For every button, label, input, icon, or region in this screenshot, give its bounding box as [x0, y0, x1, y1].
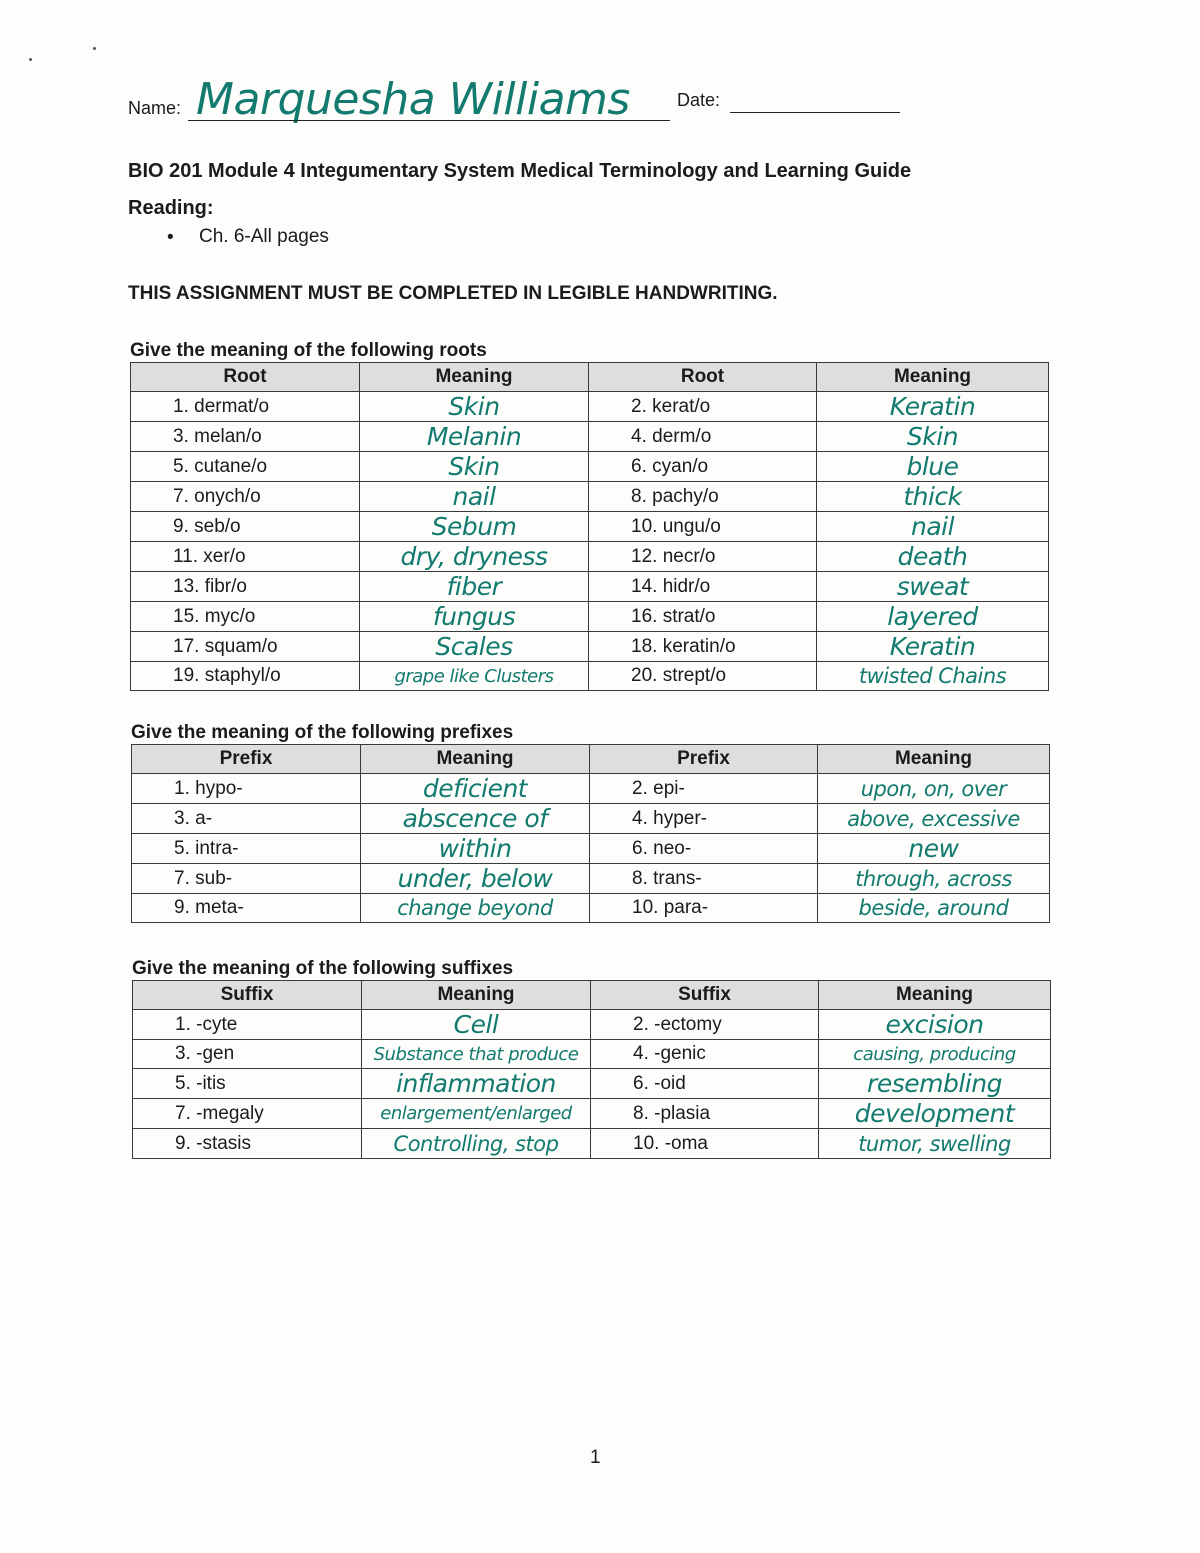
roots-term: 10. ungu/o	[589, 512, 817, 542]
prefixes-row	[132, 834, 1050, 864]
prefixes-meaning-answer: within	[361, 834, 590, 864]
suffixes-term: 4. -genic	[591, 1040, 819, 1069]
roots-meaning-answer: Keratin	[817, 632, 1049, 662]
suffixes-meaning-answer: enlargement/enlarged	[362, 1099, 591, 1129]
prefixes-col-meaning: Meaning	[361, 745, 590, 774]
suffixes-term: 6. -oid	[591, 1069, 819, 1099]
suffixes-term: 1. -cyte	[133, 1010, 362, 1040]
date-underline	[730, 112, 900, 113]
prefixes-term: 10. para-	[590, 894, 818, 923]
roots-meaning-answer: nail	[817, 512, 1049, 542]
prefixes-row	[132, 804, 1050, 834]
prefixes-col-prefix: Prefix	[590, 745, 818, 774]
roots-term: 19. staphyl/o	[131, 662, 360, 691]
roots-meaning-answer: thick	[817, 482, 1049, 512]
suffixes-row	[133, 1099, 1051, 1129]
prefixes-meaning-answer: upon, on, over	[818, 774, 1050, 804]
roots-meaning-answer: sweat	[817, 572, 1049, 602]
roots-term: 18. keratin/o	[589, 632, 817, 662]
roots-meaning-answer: Skin	[360, 452, 589, 482]
suffixes-term: 5. -itis	[133, 1069, 362, 1099]
scan-speck	[29, 58, 32, 61]
roots-meaning-answer: dry, dryness	[360, 542, 589, 572]
roots-meaning-answer: Keratin	[817, 392, 1049, 422]
prefixes-term: 8. trans-	[590, 864, 818, 894]
roots-meaning-answer: nail	[360, 482, 589, 512]
roots-heading: Give the meaning of the following roots	[130, 340, 487, 361]
roots-meaning-answer: Skin	[360, 392, 589, 422]
roots-table	[130, 362, 1049, 691]
roots-meaning-answer: layered	[817, 602, 1049, 632]
name-underline	[188, 120, 670, 121]
scan-speck	[93, 47, 96, 50]
prefixes-term: 9. meta-	[132, 894, 361, 923]
roots-term: 20. strept/o	[589, 662, 817, 691]
prefixes-col-prefix: Prefix	[132, 745, 361, 774]
prefixes-meaning-answer: above, excessive	[818, 804, 1050, 834]
prefixes-term: 3. a-	[132, 804, 361, 834]
date-label: Date:	[677, 90, 721, 110]
suffixes-row	[133, 1040, 1051, 1069]
roots-row	[131, 662, 1049, 691]
page-number: 1	[590, 1447, 601, 1468]
prefixes-term: 2. epi-	[590, 774, 818, 804]
suffixes-term: 7. -megaly	[133, 1099, 362, 1129]
suffixes-meaning-answer: Cell	[362, 1010, 591, 1040]
roots-row	[131, 482, 1049, 512]
roots-row	[131, 422, 1049, 452]
name-label: Name:	[128, 98, 182, 118]
roots-col-meaning: Meaning	[817, 363, 1049, 392]
suffixes-meaning-answer: tumor, swelling	[819, 1129, 1051, 1158]
roots-meaning-answer: twisted Chains	[817, 662, 1049, 691]
roots-term: 4. derm/o	[589, 422, 817, 452]
prefixes-table	[131, 744, 1050, 923]
prefixes-term: 4. hyper-	[590, 804, 818, 834]
prefixes-meaning-answer: beside, around	[818, 894, 1050, 923]
prefixes-meaning-answer: deficient	[361, 774, 590, 804]
roots-term: 9. seb/o	[131, 512, 360, 542]
suffixes-table	[132, 980, 1051, 1159]
prefixes-meaning-answer: under, below	[361, 864, 590, 894]
suffixes-col-meaning: Meaning	[819, 981, 1051, 1010]
roots-meaning-answer: fiber	[360, 572, 589, 602]
roots-meaning-answer: fungus	[360, 602, 589, 632]
prefixes-row	[132, 774, 1050, 804]
roots-term: 12. necr/o	[589, 542, 817, 572]
suffixes-meaning-answer: development	[819, 1099, 1051, 1129]
suffixes-term: 10. -oma	[591, 1129, 819, 1158]
reading-item: Ch. 6-All pages	[199, 226, 329, 247]
roots-row	[131, 602, 1049, 632]
suffixes-col-meaning: Meaning	[362, 981, 591, 1010]
page-title: BIO 201 Module 4 Integumentary System Medical Terminology and Learning Guide	[128, 160, 912, 182]
prefixes-meaning-answer: abscence of	[361, 804, 590, 834]
roots-term: 2. kerat/o	[589, 392, 817, 422]
roots-row	[131, 512, 1049, 542]
suffixes-term: 8. -plasia	[591, 1099, 819, 1129]
roots-meaning-answer: grape like Clusters	[360, 662, 589, 691]
roots-term: 8. pachy/o	[589, 482, 817, 512]
prefixes-meaning-answer: new	[818, 834, 1050, 864]
roots-term: 17. squam/o	[131, 632, 360, 662]
roots-term: 14. hidr/o	[589, 572, 817, 602]
reading-label: Reading:	[128, 197, 214, 219]
roots-term: 16. strat/o	[589, 602, 817, 632]
roots-term: 5. cutane/o	[131, 452, 360, 482]
handwriting-notice: THIS ASSIGNMENT MUST BE COMPLETED IN LEGIBLE HANDWRITING.	[128, 283, 778, 304]
suffixes-term: 2. -ectomy	[591, 1010, 819, 1040]
prefixes-row	[132, 894, 1050, 923]
roots-term: 6. cyan/o	[589, 452, 817, 482]
suffixes-row	[133, 1069, 1051, 1099]
roots-term: 13. fibr/o	[131, 572, 360, 602]
suffixes-meaning-answer: causing, producing	[819, 1040, 1051, 1069]
roots-meaning-answer: Scales	[360, 632, 589, 662]
roots-meaning-answer: Melanin	[360, 422, 589, 452]
prefixes-col-meaning: Meaning	[818, 745, 1050, 774]
roots-row	[131, 542, 1049, 572]
prefixes-term: 1. hypo-	[132, 774, 361, 804]
roots-term: 1. dermat/o	[131, 392, 360, 422]
prefixes-term: 5. intra-	[132, 834, 361, 864]
roots-term: 15. myc/o	[131, 602, 360, 632]
suffixes-heading: Give the meaning of the following suffixes	[132, 958, 514, 979]
suffixes-row	[133, 1129, 1051, 1158]
prefixes-row	[132, 864, 1050, 894]
prefixes-term: 6. neo-	[590, 834, 818, 864]
suffixes-term: 9. -stasis	[133, 1129, 362, 1158]
prefixes-term: 7. sub-	[132, 864, 361, 894]
roots-row	[131, 452, 1049, 482]
roots-meaning-answer: Sebum	[360, 512, 589, 542]
suffixes-meaning-answer: resembling	[819, 1069, 1051, 1099]
roots-row	[131, 392, 1049, 422]
roots-term: 7. onych/o	[131, 482, 360, 512]
suffixes-meaning-answer: excision	[819, 1010, 1051, 1040]
roots-row	[131, 572, 1049, 602]
roots-col-root: Root	[131, 363, 360, 392]
roots-row	[131, 632, 1049, 662]
prefixes-heading: Give the meaning of the following prefixes	[131, 722, 514, 743]
suffixes-term: 3. -gen	[133, 1040, 362, 1069]
prefixes-meaning-answer: change beyond	[361, 894, 590, 923]
prefixes-meaning-answer: through, across	[818, 864, 1050, 894]
roots-term: 3. melan/o	[131, 422, 360, 452]
suffixes-meaning-answer: Substance that produce	[362, 1040, 591, 1069]
name-value: Marquesha Williams	[196, 74, 630, 125]
roots-col-root: Root	[589, 363, 817, 392]
roots-term: 11. xer/o	[131, 542, 360, 572]
suffixes-col-suffix: Suffix	[591, 981, 819, 1010]
roots-meaning-answer: blue	[817, 452, 1049, 482]
bullet-icon: •	[167, 227, 174, 248]
suffixes-meaning-answer: Controlling, stop	[362, 1129, 591, 1158]
roots-meaning-answer: Skin	[817, 422, 1049, 452]
suffixes-row	[133, 1010, 1051, 1040]
suffixes-col-suffix: Suffix	[133, 981, 362, 1010]
roots-col-meaning: Meaning	[360, 363, 589, 392]
suffixes-meaning-answer: inflammation	[362, 1069, 591, 1099]
roots-meaning-answer: death	[817, 542, 1049, 572]
